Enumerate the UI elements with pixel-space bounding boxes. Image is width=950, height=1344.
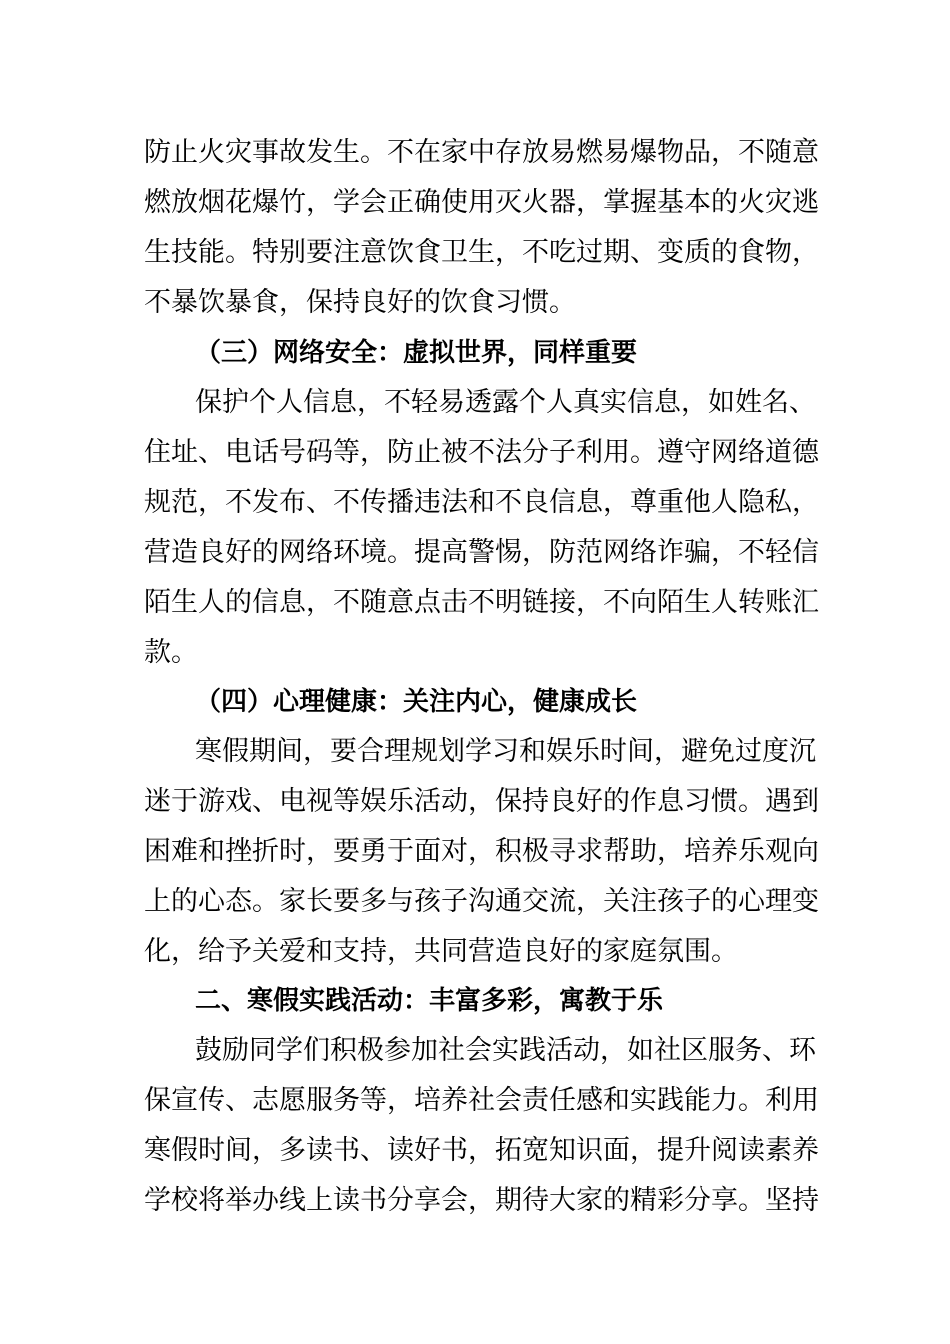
body-text-line: 迷于游戏、电视等娱乐活动，保持良好的作息习惯。遇到 xyxy=(144,786,819,817)
body-text-line: 陌生人的信息，不随意点击不明链接，不向陌生人转账汇 xyxy=(144,587,819,618)
body-text-line: 寒假时间，多读书、读好书，拓宽知识面，提升阅读素养 xyxy=(144,1135,819,1166)
section-heading-winter-practice: 二、寒假实践活动：丰富多彩，寓教于乐 xyxy=(195,986,664,1016)
paragraph-first-line: 寒假期间，要合理规划学习和娱乐时间，避免过度沉 xyxy=(195,736,816,767)
body-text-line: 规范，不发布、不传播违法和不良信息，尊重他人隐私， xyxy=(144,487,819,518)
section-heading-mental-health: （四）心理健康：关注内心，健康成长 xyxy=(195,687,638,717)
body-text-line: 上的心态。家长要多与孩子沟通交流，关注孩子的心理变 xyxy=(144,886,819,917)
body-text-line: 生技能。特别要注意饮食卫生，不吃过期、变质的食物， xyxy=(144,237,819,268)
body-text-line: 款。 xyxy=(144,637,198,668)
section-heading-network-safety: （三）网络安全：虚拟世界，同样重要 xyxy=(195,338,638,368)
body-text-line: 困难和挫折时，要勇于面对，积极寻求帮助，培养乐观向 xyxy=(144,836,819,867)
body-text-line: 防止火灾事故发生。不在家中存放易燃易爆物品，不随意 xyxy=(144,137,819,168)
body-text-line: 营造良好的网络环境。提高警惕，防范网络诈骗，不轻信 xyxy=(144,537,819,568)
body-text-line: 燃放烟花爆竹，学会正确使用灭火器，掌握基本的火灾逃 xyxy=(144,187,819,218)
body-text-line: 住址、电话号码等，防止被不法分子利用。遵守网络道德 xyxy=(144,437,819,468)
body-text-line: 学校将举办线上读书分享会，期待大家的精彩分享。坚持 xyxy=(144,1185,819,1216)
paragraph-first-line: 鼓励同学们积极参加社会实践活动，如社区服务、环 xyxy=(195,1035,816,1066)
body-text-line: 化，给予关爱和支持，共同营造良好的家庭氛围。 xyxy=(144,936,738,967)
body-text-line: 不暴饮暴食，保持良好的饮食习惯。 xyxy=(144,287,576,318)
paragraph-first-line: 保护个人信息，不轻易透露个人真实信息，如姓名、 xyxy=(195,387,816,418)
body-text-line: 保宣传、志愿服务等，培养社会责任感和实践能力。利用 xyxy=(144,1085,819,1116)
